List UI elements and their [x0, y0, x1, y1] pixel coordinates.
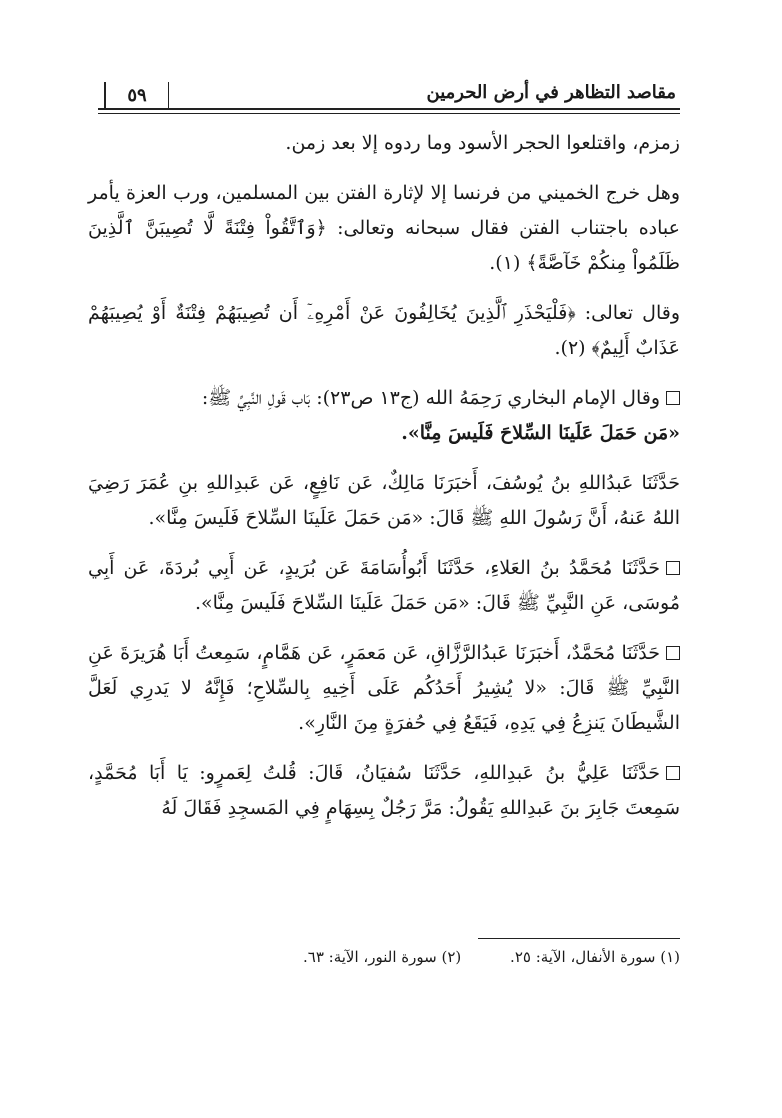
page-header [98, 80, 680, 110]
paragraph-8 [88, 756, 680, 826]
paragraph-5: حَدَّثَنَا عَبدُاللهِ بنُ يُوسُفَ، أَخبَرَنَا مَالِكٌ، عَن نَافِعٍ، عَن عَبدِاللهِ بنِ عُمَرَ رَضِيَ اللهُ عَنهُ، أَنَّ رَسُولَ اللهِ ﷺ قَالَ: «مَن حَمَلَ عَلَينَا السِّلاحَ فَلَيسَ مِنَّا». [88, 472, 680, 529]
paragraph-6 [88, 551, 680, 621]
footnote-rule [478, 938, 680, 939]
paragraph-7 [88, 636, 680, 741]
square-bullet-icon [666, 561, 680, 575]
header-rule-secondary [98, 113, 680, 114]
footnote-2: (٢) سورة النور، الآية: ٦٣. [302, 948, 462, 966]
paragraph-7-text: حَدَّثَنَا مُحَمَّدٌ، أَخبَرَنَا عَبدُالرَّزَّاقِ، عَن مَعمَرٍ، عَن هَمَّامٍ، سَمِعتُ أَبَا هُرَيرَةَ عَنِ النَّبِيِّ ﷺ قَالَ: «لا يُشِيرُ أَحَدُكُم عَلَى أَخِيهِ بِالسِّلاحِ؛ فَإِنَّهُ لا يَدرِي لَعَلَّ الشَّيطَانَ يَنزِعُ فِي يَدِهِ، فَيَقَعُ فِي حُفرَةٍ مِنَ النَّارِ». [88, 642, 680, 734]
paragraph-2: وهل خرج الخميني من فرنسا إلا لإثارة الفتن بين المسلمين، ورب العزة يأمر عباده باجتناب الفتن فقال سبحانه وتعالى: ﴿وَٱتَّقُواْ فِتْنَةً لَّا تُصِيبَنَّ ٱلَّذِينَ ظَلَمُواْ مِنكُمْ خَآصَّةً﴾ (١). [88, 182, 680, 274]
running-title: مقاصد التظاهر في أرض الحرمين [426, 82, 676, 103]
square-bullet-icon [666, 646, 680, 660]
paragraph-1: زمزم، واقتلعوا الحجر الأسود وما ردوه إلا بعد زمن. [285, 132, 680, 154]
footnotes [120, 948, 680, 966]
page-number: ٥٩ [104, 82, 169, 108]
footnote-1: (١) سورة الأنفال، الآية: ٢٥. [510, 948, 680, 966]
paragraph-4 [88, 381, 680, 451]
square-bullet-icon [666, 391, 680, 405]
paragraph-6-text: حَدَّثَنَا مُحَمَّدُ بنُ العَلاءِ، حَدَّثَنَا أَبُوأُسَامَةَ عَن بُرَيدٍ، عَن أَبِي بُردَةَ، عَن أَبِي مُوسَى، عَنِ النَّبِيِّ ﷺ قَالَ: «مَن حَمَلَ عَلَينَا السِّلاحَ فَلَيسَ مِنَّا». [88, 557, 680, 614]
square-bullet-icon [666, 766, 680, 780]
hadith-title: «مَن حَمَلَ عَلَينَا السِّلاحَ فَلَيسَ مِنَّا». [401, 422, 680, 444]
paragraph-3: وقال تعالى: ﴿فَلْيَحْذَرِ ٱلَّذِينَ يُخَالِفُونَ عَنْ أَمْرِهِۦٓ أَن تُصِيبَهُمْ فِتْنَةٌ أَوْ يُصِيبَهُمْ عَذَابٌ أَلِيمٌ﴾ (٢). [88, 302, 680, 359]
bukhari-chapter-line: وقال الإمام البخاري رَحِمَهُ الله (ج١٣ ص٢٣): بَاب قَولِ النَّبِيِّ ﷺ: [201, 387, 660, 409]
paragraph-8-text: حَدَّثَنَا عَلِيُّ بنُ عَبدِاللهِ، حَدَّثَنَا سُفيَانُ، قَالَ: قُلتُ لِعَمرٍو: يَا أَبَا مُحَمَّدٍ، سَمِعتَ جَابِرَ بنَ عَبدِاللهِ يَقُولُ: مَرَّ رَجُلٌ بِسِهَامٍ فِي المَسجِدِ فَقَالَ لَهُ [88, 762, 680, 819]
main-text [88, 126, 680, 841]
header-rule [98, 108, 680, 110]
